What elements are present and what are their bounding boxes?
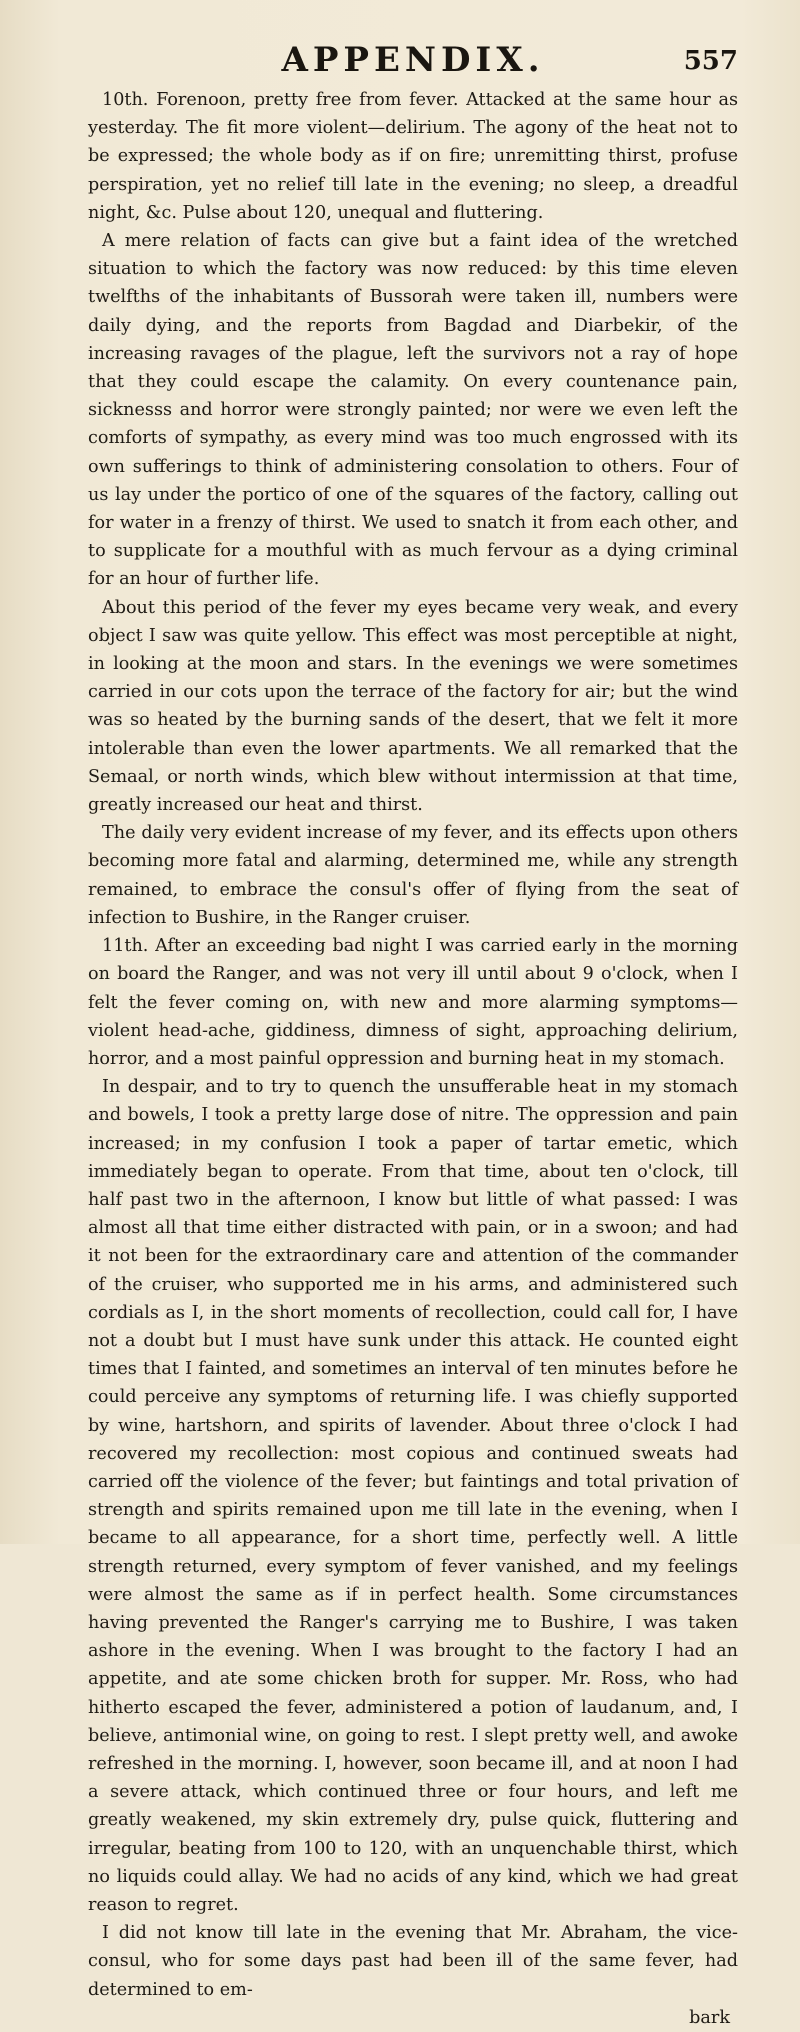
catchword: bark: [689, 2007, 730, 2028]
page-number: 557: [683, 46, 738, 76]
running-head: APPENDIX.: [281, 40, 545, 80]
paragraph-11th-entry: 11th. After an exceeding bad night I was carried early in the morning on board the Ranger, and was not very ill until about 9 o'clock, when I felt the fever coming on, with new and more alarming symptoms—violent head-ache, giddiness, dimness of sight, approaching delirium, horror, and a most painful oppression and burning heat in my stomach.: [88, 936, 738, 1069]
paragraph-vice-consul: I did not know till late in the evening that Mr. Abraham, the vice-consul, who for some days past had been ill of the same fever, had determined to em-: [88, 1923, 738, 2000]
paragraph-factory-situation: A mere relation of facts can give but a faint idea of the wretched situation to which the factory was now reduced: by this time eleven twelfths of the inhabitants of Bussorah were taken ill, numbers were daily dying, and the reports from Bagdad and Diarbekir, of the increasing ravages of the plague, left the survivors not a ray of hope that they could escape the calamity. On every countenance pain, sicknesss and horror were strongly painted; nor were we even left the comforts of sympathy, as every mind was too much engrossed with its own sufferings to think of administering consolation to others. Four of us lay under the portico of one of the squares of the factory, calling out for water in a frenzy of thirst. We used to snatch it from each other, and to supplicate for a mouthful with as much fervour as a dying criminal for an hour of further life.: [88, 231, 738, 590]
body-text: [88, 86, 738, 2032]
paragraph-despair: In despair, and to try to quench the unsufferable heat in my stomach and bowels, I took a pretty large dose of nitre. The oppression and pain increased; in my confusion I took a paper of tartar emetic, which immediately began to operate. From that time, about ten o'clock, till half past two in the afternoon, I know but little of what passed: I was almost all that time either distracted with pain, or in a swoon; and had it not been for the extraordinary care and attention of the commander of the cruiser, who supported me in his arms, and administered such cordials as I, in the short moments of recollection, could call for, I have not a doubt but I must have sunk under this attack. He counted eight times that I fainted, and sometimes an interval of ten minutes before he could perceive any symptoms of returning life. I was chiefly supported by wine, hartshorn, and spirits of lavender. About three o'clock I had recovered my recollection: most copious and continued sweats had carried off the violence of the fever; but faintings and total privation of strength and spirits remained upon me till late in the evening, when I became to all appearance, for a short time, perfectly well. A little strength returned, every symptom of fever vanished, and my feelings were almost the same as if in perfect health. Some circumstances having prevented the Ranger's carrying me to Bushire, I was taken ashore in the evening. When I was brought to the factory I had an appetite, and ate some chicken broth for supper. Mr. Ross, who had hitherto escaped the fever, administered a potion of laudanum, and, I believe, antimonial wine, on going to rest. I slept pretty well, and awoke refreshed in the morning. I, however, soon became ill, and at noon I had a severe attack, which continued three or four hours, and left me greatly weakened, my skin extremely dry, pulse quick, fluttering and irregular, beating from 100 to 120, with an unquenchable thirst, which no liquids could allay. We had no acids of any kind, which we had great reason to regret.: [88, 1077, 738, 1915]
paragraph-eyes-yellow: About this period of the fever my eyes became very weak, and every object I saw was quite yellow. This effect was most perceptible at night, in looking at the moon and stars. In the evenings we were sometimes carried in our cots upon the terrace of the factory for air; but the wind was so heated by the burning sands of the desert, that we felt it more intolerable than even the lower apartments. We all remarked that the Semaal, or north winds, which blew without intermission at that time, greatly increased our heat and thirst.: [88, 597, 738, 816]
paragraph-consul-offer: The daily very evident increase of my fever, and its effects upon others becoming more fatal and alarming, determined me, while any strength remained, to embrace the consul's offer of flying from the seat of infection to Bushire, in the Ranger cruiser.: [88, 823, 738, 928]
page-header: [88, 40, 738, 80]
paragraph-10th-entry: 10th. Forenoon, pretty free from fever. Attacked at the same hour as yesterday. The fit more violent—delirium. The agony of the heat not to be expressed; the whole body as if on fire; unremitting thirst, profuse perspiration, yet no relief till late in the evening; no sleep, a dreadful night, &c. Pulse about 120, unequal and fluttering.: [88, 90, 738, 223]
